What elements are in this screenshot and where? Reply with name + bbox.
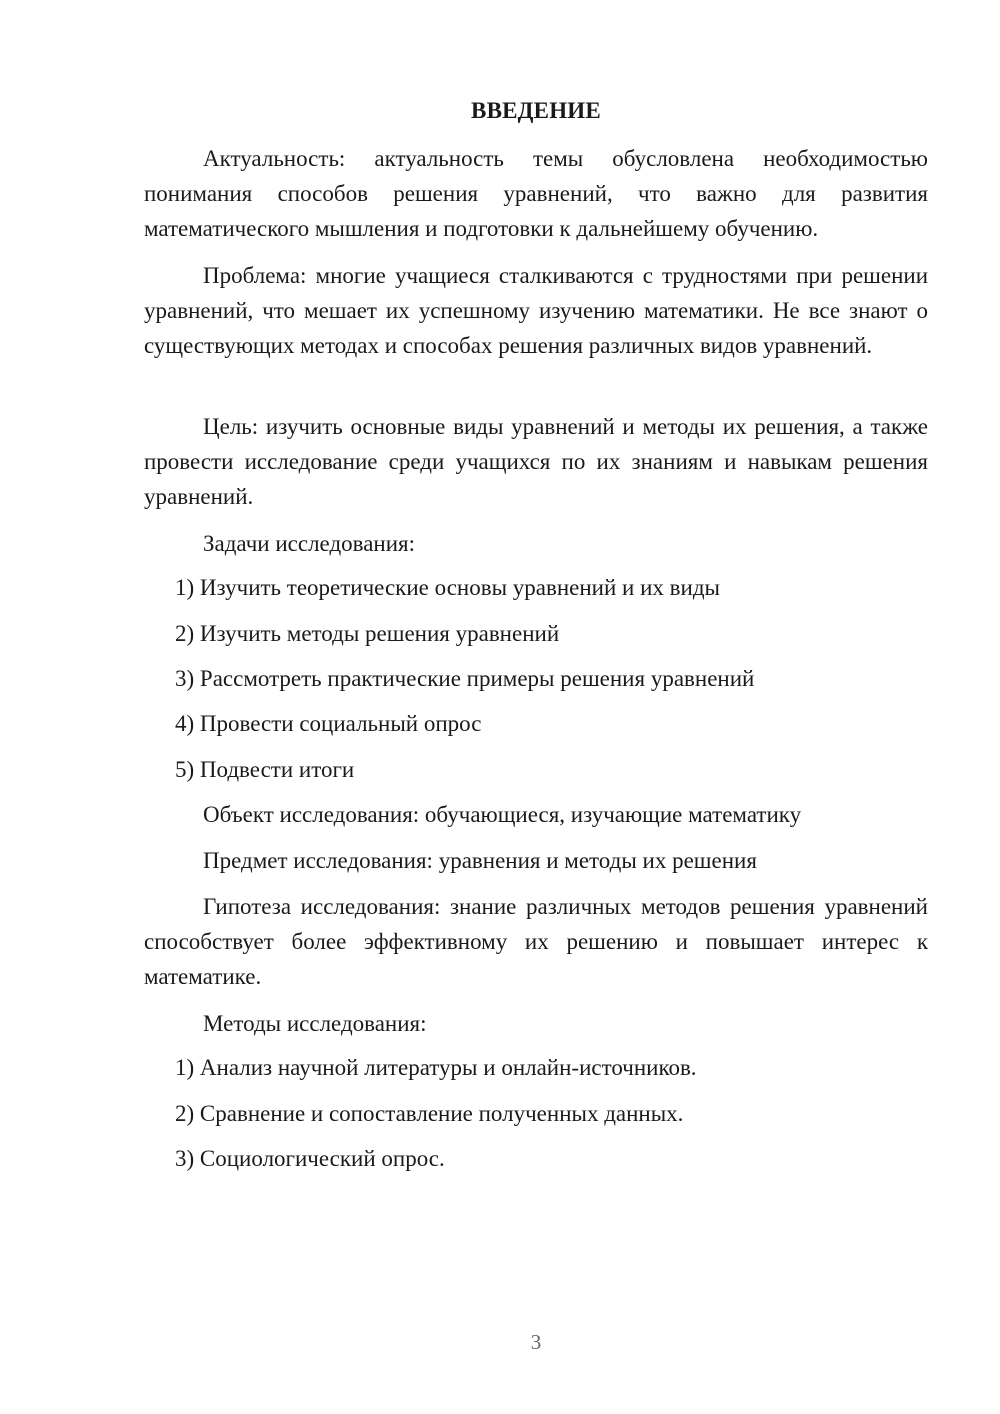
task-item-1: 1) Изучить теоретические основы уравнений и их виды	[175, 575, 720, 600]
task-item-4: 4) Провести социальный опрос	[175, 711, 482, 736]
relevance-paragraph: Актуальность: актуальность темы обусловлена необходимостью понимания способов решения уравнений, что важно для развития математического мышления и подготовки к дальнейшему обучению.	[144, 146, 928, 241]
object-line: Объект исследования: обучающиеся, изучающие математику	[203, 802, 802, 827]
methods-title: Методы исследования:	[203, 1011, 427, 1036]
tasks-title: Задачи исследования:	[203, 531, 416, 556]
problem-paragraph: Проблема: многие учащиеся сталкиваются с трудностями при решении уравнений, что мешает их успешному изучению математики. Не все знают о существующих методах и способах решения различных видов уравнений.	[144, 263, 928, 358]
page-number: 3	[530, 1330, 542, 1354]
task-item-5: 5) Подвести итоги	[175, 757, 355, 782]
task-item-3: 3) Рассмотреть практические примеры решения уравнений	[175, 666, 755, 691]
section-heading: ВВЕДЕНИЕ	[471, 98, 601, 123]
subject-line: Предмет исследования: уравнения и методы их решения	[203, 848, 757, 873]
method-item-2: 2) Сравнение и сопоставление полученных данных.	[175, 1101, 684, 1126]
hypothesis-paragraph: Гипотеза исследования: знание различных методов решения уравнений способствует более эффективному их решению и повышает интерес к математике.	[144, 894, 928, 989]
method-item-3: 3) Социологический опрос.	[175, 1146, 445, 1171]
task-item-2: 2) Изучить методы решения уравнений	[175, 621, 560, 646]
method-item-1: 1) Анализ научной литературы и онлайн-источников.	[175, 1055, 697, 1080]
goal-paragraph: Цель: изучить основные виды уравнений и методы их решения, а также провести исследование среди учащихся по их знаниям и навыкам решения уравнений.	[144, 414, 928, 509]
document-page	[144, 0, 928, 1414]
